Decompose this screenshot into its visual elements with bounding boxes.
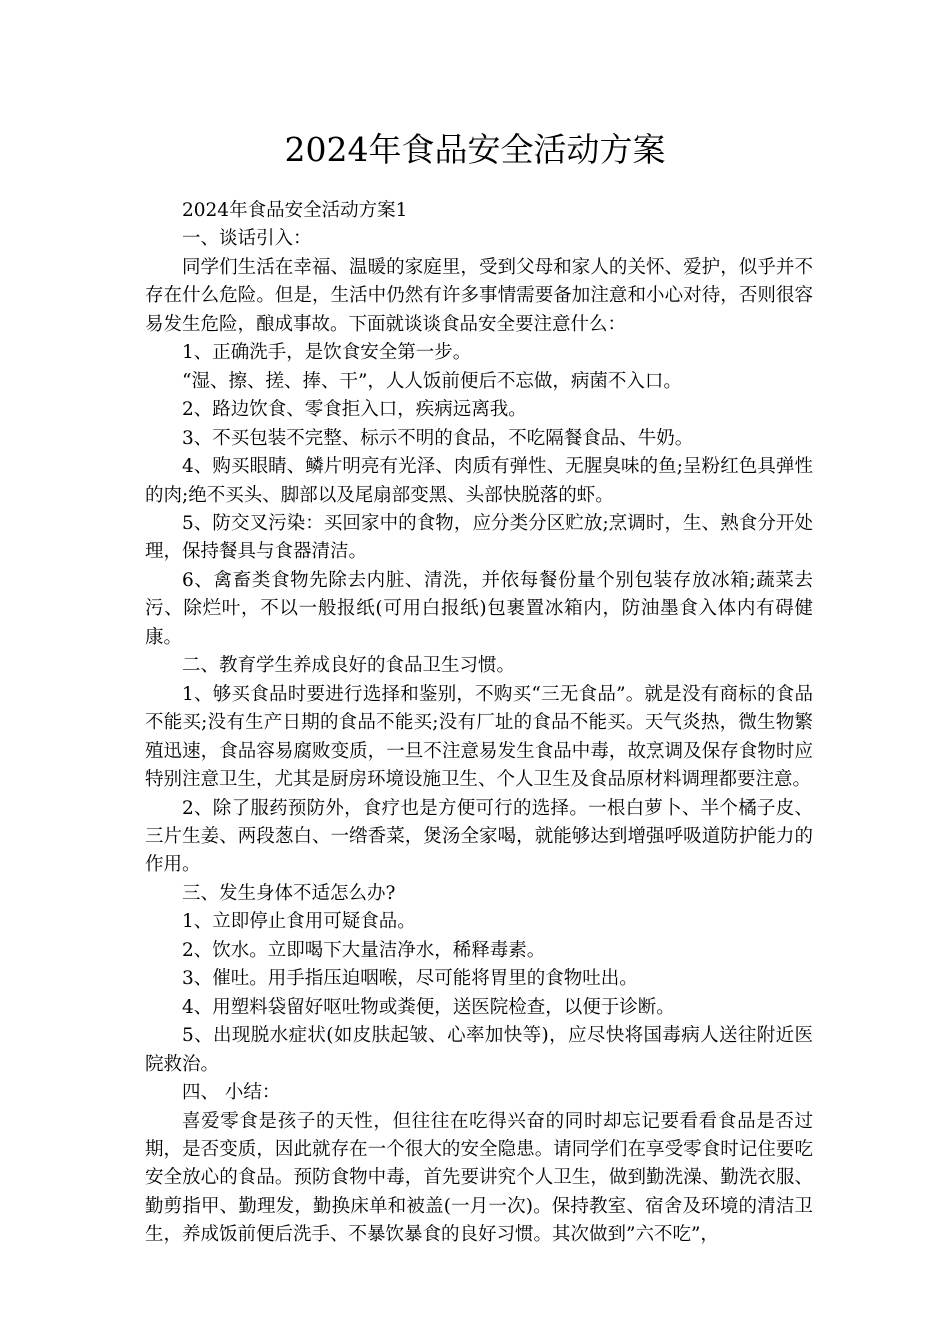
paragraph-item: 1、正确洗手，是饮食安全第一步。 [182,342,472,364]
paragraph-item: 5、出现脱水症状(如皮肤起皱、心率加快等)，应尽快将国毒病人送往附近医院救治。 [145,1025,813,1075]
paragraph-section-1-heading: 一、谈话引入： [182,228,312,250]
paragraph-summary: 喜爱零食是孩子的天性，但往往在吃得兴奋的同时却忘记要看看食品是否过期，是否变质，因此就存在一个很大的安全隐患。请同学们在享受零食时记住要吃安全放心的食品。预防食物中毒，首先要讲究个人卫生，做到勤洗澡、勤洗衣服、勤剪指甲、勤理发，勤换床单和被盖(一月一次)。保持教室、宿舍及环境的清洁卫生，养成饭前便后洗手、不暴饮暴食的良好习惯。其次做到”六不吃”， [145,1110,813,1246]
paragraph-item: “湿、擦、搓、捧、干”，人人饭前便后不忘做，病菌不入口。 [182,370,682,392]
paragraph-item: 6、禽畜类食物先除去内脏、清洗，并依每餐份量个别包装存放冰箱;蔬菜去污、除烂叶，不以一般报纸(可用白报纸)包裹置冰箱内，防油墨食入体内有碍健康。 [145,569,813,648]
paragraph-item: 2、路边饮食、零食拒入口，疾病远离我。 [182,399,527,421]
paragraph-intro: 同学们生活在幸福、温暖的家庭里，受到父母和家人的关怀、爱护，似乎并不存在什么危险。但是，生活中仍然有许多事情需要备加注意和小心对待，否则很容易发生危险，酿成事故。下面就谈谈食品安全要注意什么： [145,256,813,335]
paragraph-item: 2、饮水。立即喝下大量洁净水，稀释毒素。 [182,939,546,961]
paragraph-item: 3、不买包装不完整、标示不明的食品，不吃隔餐食品、牛奶。 [182,427,694,449]
paragraph-item: 1、立即停止食用可疑食品。 [182,911,416,933]
paragraph-section-3-heading: 三、发生身体不适怎么办? [182,882,396,904]
paragraph-item: 4、用塑料袋留好呕吐物或粪便，送医院检查，以便于诊断。 [182,996,675,1018]
paragraph-item: 2、除了服药预防外，食疗也是方便可行的选择。一根白萝卜、半个橘子皮、三片生姜、两段葱白、一绺香菜，煲汤全家喝，就能够达到增强呼吸道防护能力的作用。 [145,797,813,876]
document-title: 2024年食品安全活动方案 [284,130,666,169]
paragraph-item: 4、购买眼睛、鳞片明亮有光泽、肉质有弹性、无腥臭味的鱼;呈粉红色具弹性的肉;绝不买头、脚部以及尾扇部变黑、头部快脱落的虾。 [145,456,813,506]
paragraph-plan-heading: 2024年食品安全活动方案1 [182,200,408,221]
document-body [145,197,813,1250]
paragraph-item: 5、防交叉污染：买回家中的食物，应分类分区贮放;烹调时，生、熟食分开处理，保持餐具与食器清洁。 [145,512,813,563]
paragraph-item: 1、够买食品时要进行选择和鉴别，不购买“三无食品”。就是没有商标的食品不能买;没有生产日期的食品不能买;没有厂址的食品不能买。天气炎热，微生物繁殖迅速，食品容易腐败变质，一旦不注意易发生食品中毒，故烹调及保存食物时应特别注意卫生，尤其是厨房环境设施卫生、个人卫生及食品原材料调理都要注意。 [145,683,813,791]
paragraph-section-4-heading: 四、 小结： [182,1082,281,1104]
paragraph-section-2-heading: 二、教育学生养成良好的食品卫生习惯。 [182,655,516,677]
paragraph-item: 3、催吐。用手指压迫咽喉，尽可能将胃里的食物吐出。 [182,968,638,990]
